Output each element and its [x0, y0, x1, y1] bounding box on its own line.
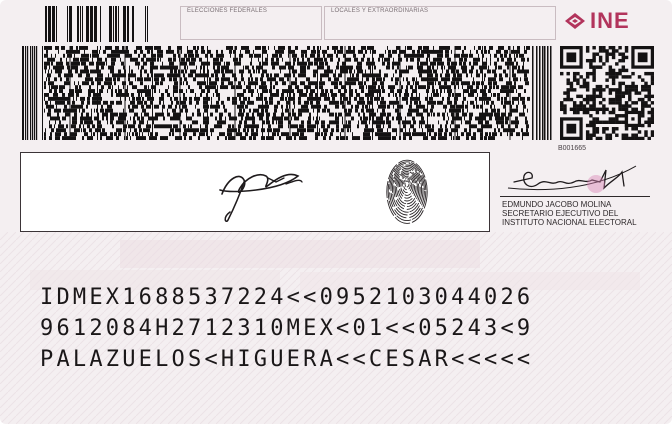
- official-signature: [504, 158, 644, 198]
- official-title-line1: SECRETARIO EJECUTIVO DEL: [502, 209, 619, 218]
- holder-signature: [210, 158, 310, 226]
- mrz-line-3: PALAZUELOS<HIGUERA<<CESAR<<<<<: [40, 347, 534, 372]
- serial-number: B001665: [558, 145, 587, 152]
- official-title-line2: INSTITUTO NACIONAL ELECTORAL: [502, 218, 637, 227]
- ine-emblem-icon: [564, 12, 586, 30]
- local-elections-box: [324, 6, 556, 40]
- ine-logo: [564, 8, 656, 34]
- qr-code: [560, 46, 654, 140]
- small-barcode: [42, 6, 148, 42]
- machine-readable-zone: [40, 282, 640, 375]
- fingerprint-image: [386, 154, 428, 226]
- pdf417-barcode: [22, 46, 552, 140]
- federal-elections-label: ELECCIONES FEDERALES: [187, 8, 268, 14]
- local-elections-label: LOCALES Y EXTRAORDINARIAS: [331, 8, 429, 14]
- federal-elections-box: [180, 6, 322, 40]
- mrz-line-2: 9612084H2712310MEX<01<<05243<9: [40, 316, 534, 341]
- official-name: EDMUNDO JACOBO MOLINA: [502, 200, 612, 209]
- signature-line: [500, 196, 650, 197]
- official-info: [502, 200, 670, 227]
- mrz-line-1: IDMEX1688537224<<0952103044026: [40, 285, 534, 310]
- ine-logo-text: INE: [590, 8, 630, 33]
